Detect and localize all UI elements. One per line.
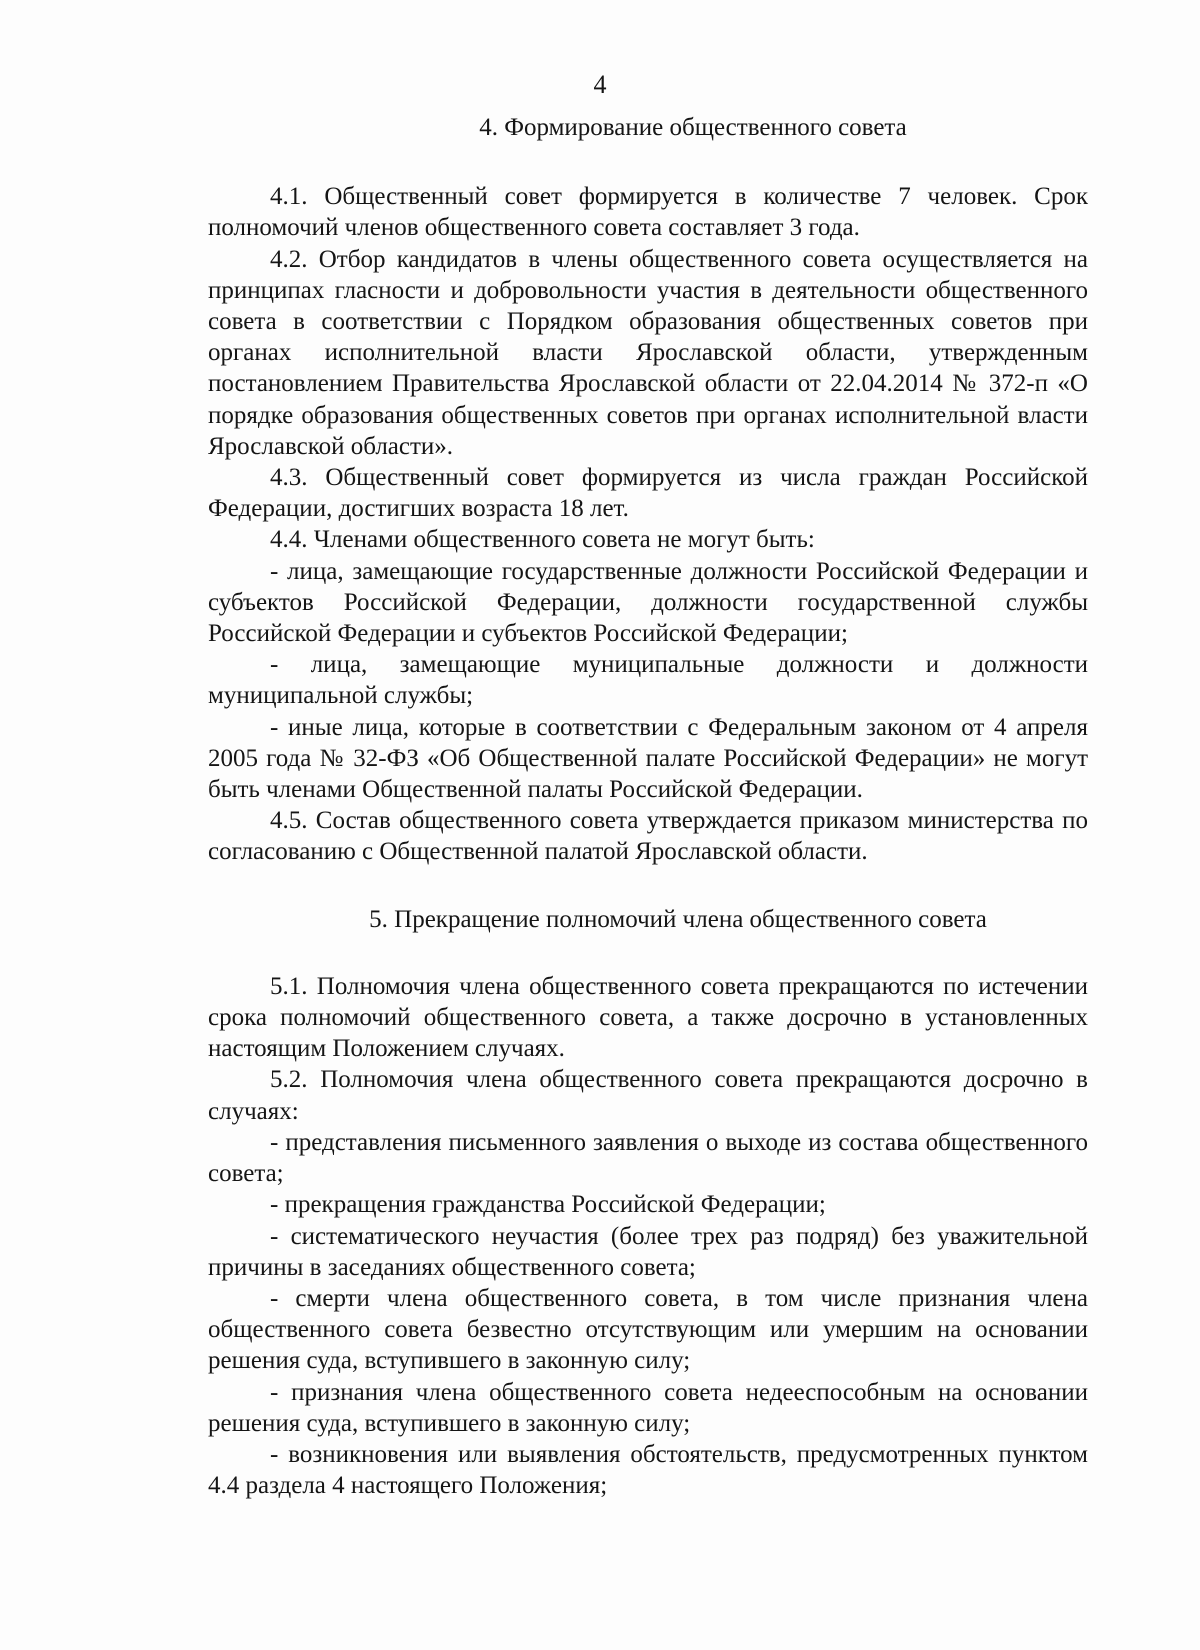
paragraph-4-4: 4.4. Членами общественного совета не могут быть: (270, 526, 815, 554)
paragraph-4-5: 4.5. Состав общественного совета утверждается приказом министерства по согласованию с Общественной палатой Ярославской области. (208, 807, 1088, 866)
list-item-4-4-state-officials: - лица, замещающие государственные должности Российской Федерации и субъектов Российской Федерации, должности государственной службы Российской Федерации и субъектов Российской Федерации; (208, 557, 1088, 648)
paragraph-4-2: 4.2. Отбор кандидатов в члены общественного совета осуществляется на принципах гласности и добровольности участия в деятельности общественного совета в соответствии с Порядком образования общественных советов при органах исполнительной власти Ярославской области, утвержденным постановлением Правительства Ярославской области от 22.04.2014 № 372-п «О порядке образования общественных советов при органах исполнительной власти Ярославской области». (208, 245, 1088, 460)
list-item-4-4-municipal-officials: - лица, замещающие муниципальные должности и должности муниципальной службы; (208, 651, 1088, 710)
list-item-4-4-other-persons: - иные лица, которые в соответствии с Федеральным законом от 4 апреля 2005 года № 32-ФЗ «Об Общественной палате Российской Федерации» не могут быть членами Общественной палаты Российской Федерации. (208, 713, 1088, 804)
paragraph-5-1: 5.1. Полномочия члена общественного совета прекращаются по истечении срока полномочий общественного совета, а также досрочно в установленных настоящим Положением случаях. (208, 972, 1088, 1063)
section-4-heading: 4. Формирование общественного совета (479, 114, 907, 141)
list-item-5-2-absence: - систематического неучастия (более трех раз подряд) без уважительной причины в заседаниях общественного совета; (208, 1222, 1088, 1281)
paragraph-4-1: 4.1. Общественный совет формируется в количестве 7 человек. Срок полномочий членов общественного совета составляет 3 года. (208, 183, 1088, 242)
document-body (208, 112, 1088, 1501)
list-item-5-2-death: - смерти члена общественного совета, в том числе признания члена общественного совета безвестно отсутствующим или умершим на основании решения суда, вступившего в законную силу; (208, 1284, 1088, 1375)
page-number: 4 (593, 70, 607, 99)
list-item-5-2-resignation: - представления письменного заявления о выходе из состава общественного совета; (208, 1128, 1088, 1188)
paragraph-5-2: 5.2. Полномочия члена общественного совета прекращаются досрочно в случаях: (208, 1066, 1088, 1125)
paragraph-4-3: 4.3. Общественный совет формируется из числа граждан Российской Федерации, достигших возраста 18 лет. (208, 464, 1088, 523)
list-item-5-2-incapacity: - признания члена общественного совета недееспособным на основании решения суда, вступившего в законную силу; (208, 1378, 1088, 1437)
list-item-5-2-circumstances: - возникновения или выявления обстоятельств, предусмотренных пунктом 4.4 раздела 4 настоящего Положения; (208, 1440, 1088, 1500)
section-5-heading: 5. Прекращение полномочий члена общественного совета (369, 905, 987, 933)
list-item-5-2-citizenship: - прекращения гражданства Российской Федерации; (270, 1191, 826, 1219)
